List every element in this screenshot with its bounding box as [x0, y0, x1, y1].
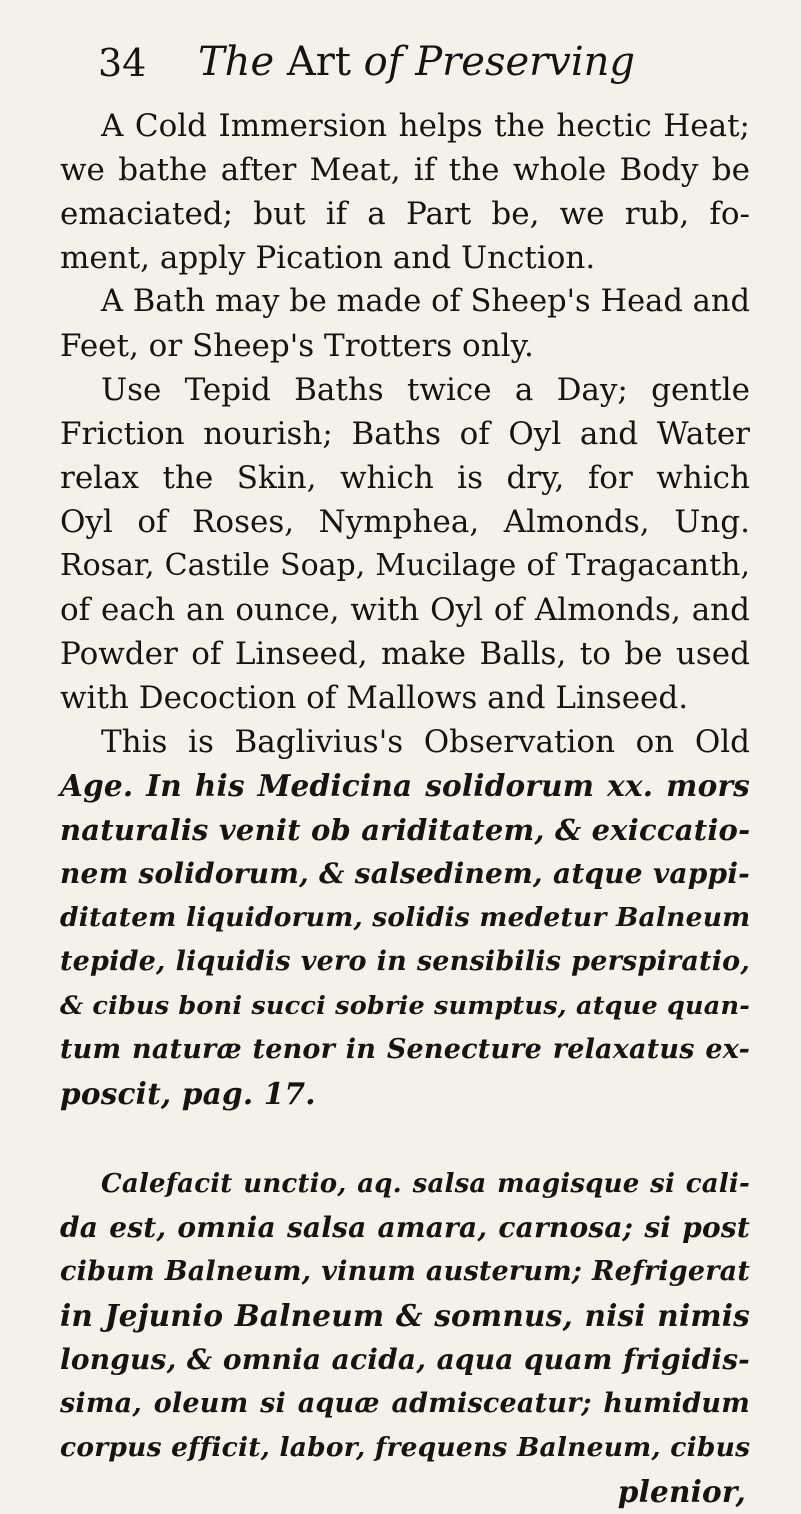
- running-head-the: The: [198, 39, 275, 85]
- running-head-of-preserving: of Preserving: [363, 39, 636, 85]
- page-header: [0, 40, 801, 110]
- latin-text-line: corpus efficit, labor, frequens Balneum, cibus: [60, 1432, 751, 1463]
- running-head: [198, 40, 635, 84]
- latin-text-line: tepide, liquidis vero in sensibilis perspiratio,: [60, 946, 750, 977]
- latin-text-line: & cibus boni succi sobrie sumptus, atque quan-: [60, 991, 750, 1021]
- catchword: plenior,: [617, 1474, 746, 1509]
- text-line: of each an ounce, with Oyl of Almonds, and: [60, 592, 750, 628]
- page-body: [60, 104, 750, 1514]
- latin-text-line: ditatem liquidorum, solidis medetur Balneum: [60, 902, 751, 933]
- latin-text-line: da est, omnia salsa amara, carnosa; si post: [60, 1211, 750, 1244]
- text-line: with Decoction of Mallows and Linseed.: [60, 680, 689, 716]
- text-line: Friction nourish; Baths of Oyl and Water: [60, 416, 750, 452]
- text-line: Feet, or Sheep's Trotters only.: [60, 328, 534, 364]
- text-line: Use Tepid Baths twice a Day; gentle: [101, 372, 750, 408]
- text-line: Rosar, Castile Soap, Mucilage of Tragacanth,: [60, 548, 750, 583]
- text-line: Powder of Linseed, make Balls, to be used: [60, 636, 750, 672]
- running-head-art: Art: [274, 39, 364, 85]
- page-number: 34: [98, 41, 147, 85]
- text-line: A Bath may be made of Sheep's Head and: [101, 284, 750, 319]
- latin-text-line: tum naturæ tenor in Senecture relaxatus ex-: [60, 1034, 750, 1065]
- text-line: A Cold Immersion helps the hectic Heat;: [101, 108, 750, 144]
- paragraph-gap: [60, 1116, 750, 1162]
- text-line: This is Baglivius's Observation on Old: [101, 724, 750, 760]
- text-line: ment, apply Pication and Unction.: [60, 240, 596, 276]
- latin-text-line: Calefacit unctio, aq. salsa magisque si cali-: [101, 1169, 750, 1199]
- latin-text-line: Age. In his Medicina solidorum xx. mors: [60, 768, 750, 803]
- latin-text-line: sima, oleum si aquæ admisceatur; humidum: [60, 1388, 750, 1419]
- text-line: relax the Skin, which is dry, for which: [60, 460, 750, 496]
- latin-text-line: nem solidorum, & salsedinem, atque vappi-: [60, 857, 750, 890]
- text-line: Oyl of Roses, Nymphea, Almonds, Ung.: [60, 504, 750, 540]
- latin-text-line: poscit, pag. 17.: [60, 1076, 316, 1111]
- text-line: we bathe after Meat, if the whole Body be: [60, 152, 750, 188]
- latin-text-line: in Jejunio Balneum & somnus, nisi nimis: [60, 1298, 750, 1333]
- text-line: emaciated; but if a Part be, we rub, fo-: [60, 196, 750, 232]
- latin-text-line: naturalis venit ob ariditatem, & exiccatio-: [60, 813, 751, 847]
- latin-text-line: longus, & omnia acida, aqua quam frigidis-: [60, 1343, 750, 1376]
- latin-text-line: cibum Balneum, vinum austerum; Refrigerat: [60, 1256, 750, 1287]
